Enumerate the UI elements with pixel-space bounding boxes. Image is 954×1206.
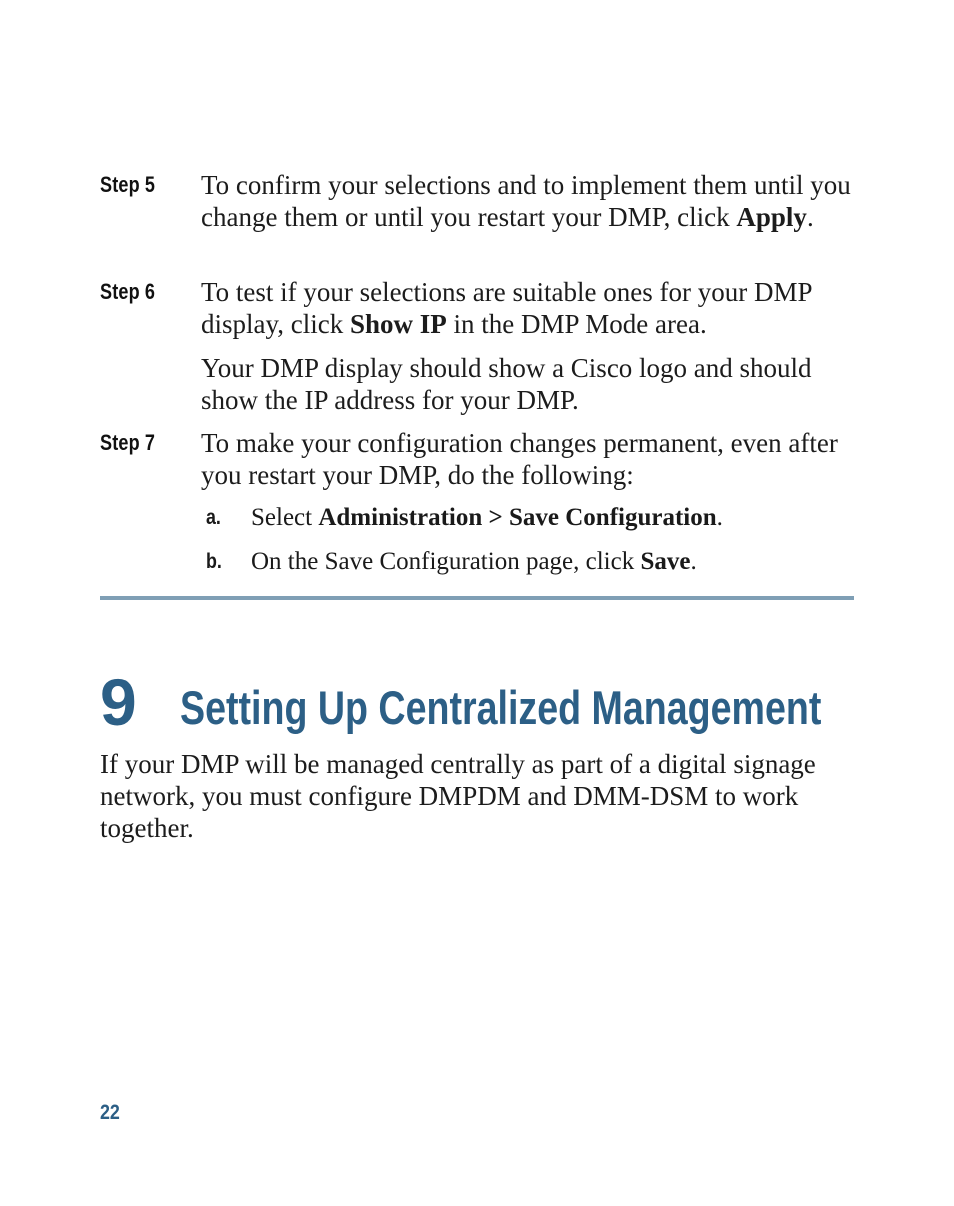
- substep-text-part: .: [690, 548, 697, 575]
- substep-text-part: Select: [251, 504, 319, 531]
- menu-path-term: Administration > Save Configuration: [318, 504, 717, 531]
- substep-text-part: .: [716, 504, 723, 531]
- step-label: Step 5: [100, 172, 156, 197]
- step-text-part: To test if your selections are suitable ones for your DMP display, click: [201, 277, 812, 339]
- save-term: Save: [640, 548, 691, 575]
- step-label: Step 7: [100, 430, 156, 455]
- apply-term: Apply: [736, 202, 807, 232]
- section-title: Setting Up Centralized Management: [180, 681, 822, 734]
- substep-text: [251, 502, 856, 534]
- step-text: [201, 276, 861, 340]
- section-number: 9: [100, 665, 137, 739]
- step-text: [201, 169, 861, 233]
- step-text-part: in the DMP Mode area.: [446, 309, 707, 339]
- substep-text-part: On the Save Configuration page, click: [251, 548, 641, 575]
- step-text-part: .: [806, 202, 814, 232]
- step-text: To make your configuration changes permanent, even after you restart your DMP, do the following:: [201, 428, 838, 490]
- section-divider: [100, 596, 854, 600]
- step-note: Your DMP display should show a Cisco logo and should show the IP address for your DMP.: [201, 353, 812, 415]
- step-text-part: To confirm your selections and to implement them until you change them or until you restart your DMP, click: [201, 170, 851, 232]
- section-body: If your DMP will be managed centrally as part of a digital signage network, you must configure DMPDM and DMM-DSM to work together.: [100, 749, 816, 843]
- page-number: 22: [100, 1101, 120, 1124]
- step-label: Step 6: [100, 279, 156, 304]
- show-ip-term: Show IP: [349, 309, 447, 339]
- substep-text: [251, 546, 856, 578]
- substep-label: b.: [206, 550, 222, 573]
- substep-label: a.: [206, 506, 221, 529]
